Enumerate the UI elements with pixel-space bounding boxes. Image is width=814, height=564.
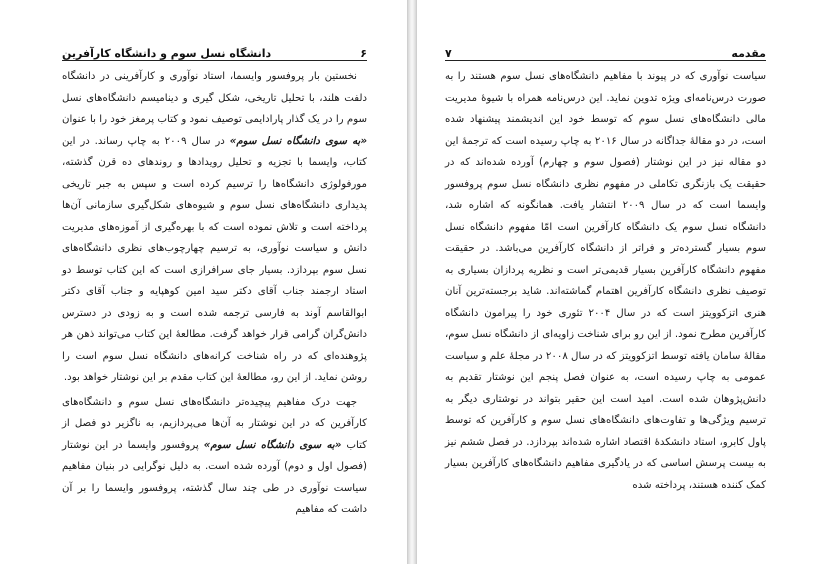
paragraph-text: نخستین بار پروفسور وایسما، استاد نوآوری و کارآفرینی در دانشگاه دلفت هلند، با تحلیل تاریخی، شکل گیری و دینامیسم دانشگاه‌های نسل سوم را در یک گذار پارادایمی توصیف نمود و کتاب پرمغز خود را با عنوان [62,71,367,125]
paragraph [445,66,766,496]
paragraph-text: در سال ۲۰۰۹ به چاپ رساند. در این کتاب، وایسما با تجزیه و تحلیل رویدادها و روندهای ده قرن گذشته، مورفولوژی دانشگاه‌ها را ترسیم کرده است و سپس به جبر تاریخی پدیداری دانشگاه‌های نسل سوم و شیوه‌های شکل‌گیری سازمانی آن‌ها پرداخته است و تلاش نموده است که با بهره‌گیری از آموزه‌های مدیریت دانش و سیاست نوآوری، به ترسیم چهارچوب‌های نظری دانشگاه‌های نسل سوم بپردازد. بسیار جای سرافرازی است که این کتاب توسط دو استاد ارجمند جناب آقای دکتر سید امین کوهپایه و جناب آقای دکتر ابوالقاسم آوند به فارسی ترجمه شده است و به زودی در دسترس دانش‌گران گرامی قرار خواهد گرفت. مطالعهٔ این کتاب می‌تواند ذهن هر پژوهنده‌ای که در راه شناخت کرانه‌های دانشگاه نسل سوم است را روشن نماید. از این رو، مطالعهٔ این کتاب مقدم بر این نوشتار خواهد بود. [62,135,367,383]
book-title-emphasis: «به سوی دانشگاه نسل سوم» [203,439,342,451]
running-header [445,40,766,60]
paragraph-text: سیاست نوآوری که در پیوند با مفاهیم دانشگاه‌های نسل سوم هستند را به صورت درس‌نامه‌ای ویژه تدوین نماید. این درس‌نامه همراه با شیوهٔ مدیریت مالی دانشگاه‌های نسل سوم که توسط خود این اندیشمند پیشنهاد شده است، در دو مقالهٔ جداگانه در سال ۲۰۱۶ به چاپ رسیده است که ترجمهٔ این دو مقاله نیز در این نوشتار (فصول سوم و چهارم) آورده شده‌اند که در حقیقت یک بازنگری تکاملی در مفهوم نظری دانشگاه نسل سوم پروفسور وایسما است که در سال ۲۰۰۹ انتشار یافت. همانگونه که اشاره شد، دانشگاه نسل سوم یک دانشگاه کارآفرین است امّا مفهوم دانشگاه نسل سوم بسیار گسترده‌تر و فراتر از دانشگاه کارآفرین می‌باشد. در حقیقت مفهوم دانشگاه کارآفرین بسیار قدیمی‌تر است و نظریه پردازان بسیاری به توصیف نظری دانشگاه کارآفرین اهتمام گماشته‌اند. شاید برجسته‌ترین آنان هنری اتزکوویتز است که در سال ۲۰۰۴ تئوری خود را پیرامون دانشگاه کارآفرین مطرح نمود. از این رو برای شناخت زاویه‌ای از دانشگاه نسل سوم، مقالهٔ سامان یافته توسط اتزکوویتز که در سال ۲۰۰۸ در مجلهٔ علم و سیاست عمومی به چاپ رسیده است، به عنوان فصل پنجم این نوشتار تقدیم به دانش‌پژوهان شده است. امید است این حقیر بتواند در نوشتاری دیگر به ترسیم ویژگی‌ها و تفاوت‌های دانشگاه‌های نسل سوم و کارآفرین که توسط پاول کابرو، استاد دانشکدهٔ اقتصاد اشاره شده‌اند بپردازد. در فصل ششم نیز به بیست پرسش اساسی که در یادگیری مفاهیم دانشگاه‌های کارآفرین بسیار کمک کننده هستند، پرداخته شده [445,71,766,491]
paragraph-text: پروفسور وایسما در این نوشتار (فصول اول و دوم) آورده شده است. به دلیل نوگرایی در بنیان مفاهیم سیاست نوآوری در طی چند سال گذشته، پروفسور وایسما را بر آن داشت که مفاهیم [62,439,367,515]
header-rule [62,60,367,61]
book-title-emphasis: «به سوی دانشگاه نسل سوم» [229,135,367,147]
page-number: ۶ [360,47,367,60]
right-page [416,0,814,564]
header-title: دانشگاه نسل سوم و دانشگاه کارآفرین [62,47,272,60]
book-gutter [408,0,416,564]
page-number: ۷ [445,47,452,60]
running-header [62,40,367,60]
body-text [445,66,766,499]
header-rule [445,60,766,61]
paragraph [62,66,367,389]
body-text [62,66,367,524]
header-title: مقدمه [731,47,766,60]
paragraph-text: جهت درک مفاهیم پیچیده‌تر دانشگاه‌های نسل سوم و دانشگاه‌های کارآفرین که در این نوشتار به آن‌ها می‌پردازیم، به ناگزیر دو فصل از کتاب [62,396,368,451]
paragraph [62,392,367,521]
